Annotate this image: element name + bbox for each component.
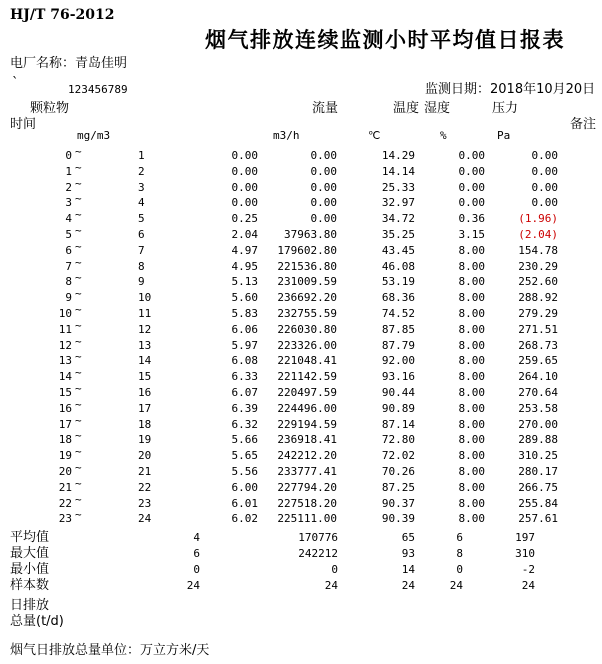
pressure-value: 0.00 — [531, 196, 558, 210]
temperature-value: 92.00 — [381, 354, 415, 368]
summary-temperature: 93 — [401, 547, 415, 560]
hour-start: 23 — [58, 512, 72, 526]
flow-value: 179602.80 — [277, 243, 337, 257]
flow-value: 233777.41 — [277, 464, 337, 478]
flow-value: 227794.20 — [277, 480, 337, 494]
monitor-date-line — [425, 78, 595, 97]
hour-start: 13 — [58, 354, 72, 368]
hour-start: 8 — [65, 275, 72, 289]
hour-end: 18 — [138, 417, 152, 431]
pm-value: 6.07 — [231, 385, 258, 399]
flow-value: 0.00 — [310, 180, 337, 194]
temperature-value: 72.02 — [381, 449, 415, 463]
humidity-value: 8.00 — [458, 417, 485, 431]
table-row — [0, 271, 602, 290]
pm-value: 6.32 — [231, 417, 258, 431]
flow-value: 229194.59 — [277, 417, 337, 431]
standard-code: HJ/T 76-2012 — [10, 7, 115, 23]
summary-row — [0, 578, 602, 594]
summary-row — [0, 562, 602, 578]
summary-pressure: -2 — [521, 563, 535, 576]
flow-value: 236918.41 — [277, 433, 337, 447]
summary-row — [0, 546, 602, 562]
pressure-value: 289.88 — [518, 433, 558, 447]
pressure-value: 0.00 — [531, 149, 558, 162]
table-row — [0, 318, 602, 338]
temperature-value: 87.25 — [381, 480, 415, 494]
column-header-remark: 备注 — [570, 117, 597, 132]
pm-value: 0.00 — [231, 149, 258, 162]
hour-end: 16 — [138, 385, 152, 399]
summary-flow: 170776 — [298, 531, 338, 544]
table-row — [0, 160, 602, 180]
summary-humidity: 8 — [456, 547, 463, 560]
summary-humidity: 24 — [449, 579, 463, 592]
tilde-glyph: ~ — [75, 381, 82, 395]
hour-start: 14 — [58, 370, 72, 384]
pm-value: 0.00 — [231, 196, 258, 210]
flow-value: 231009.59 — [277, 275, 337, 289]
column-header-time: 时间 — [10, 117, 37, 132]
humidity-value: 8.00 — [458, 512, 485, 526]
monitor-date-value: 2018年10月20日 — [490, 82, 596, 97]
pm-value: 6.02 — [231, 512, 258, 526]
summary-flow: 24 — [324, 579, 338, 592]
temperature-value: 90.39 — [381, 512, 415, 526]
temperature-value: 32.97 — [381, 196, 415, 210]
pm-value: 4.95 — [231, 259, 258, 273]
tilde-glyph: ~ — [75, 239, 82, 253]
hour-end: 5 — [138, 212, 145, 226]
unit-pm: mg/m3 — [77, 129, 111, 142]
humidity-value: 8.00 — [458, 291, 485, 305]
table-row — [0, 223, 602, 243]
hour-end: 10 — [138, 291, 152, 305]
table-row — [0, 460, 602, 480]
plant-name-line — [10, 52, 127, 71]
summary-humidity: 0 — [456, 563, 463, 576]
pressure-value: 257.61 — [518, 512, 558, 526]
hour-end: 21 — [138, 464, 152, 478]
unit-pressure: Pa — [497, 129, 511, 142]
pressure-value: 310.25 — [518, 449, 558, 463]
monitor-date-label: 监测日期： — [425, 82, 491, 97]
table-row — [0, 476, 602, 496]
pm-value: 2.04 — [231, 227, 258, 241]
temperature-value: 35.25 — [381, 227, 415, 241]
summary-label: 最小值 — [10, 562, 50, 577]
flow-value: 236692.20 — [277, 291, 337, 305]
pressure-value: 253.58 — [518, 401, 558, 415]
table-row — [0, 445, 602, 464]
temperature-value: 25.33 — [381, 180, 415, 194]
humidity-value: 8.00 — [458, 464, 485, 478]
flow-value: 223326.00 — [277, 338, 337, 352]
humidity-value: 8.00 — [458, 496, 485, 510]
hour-end: 15 — [138, 370, 152, 384]
summary-pm: 0 — [193, 563, 200, 576]
pm-value: 5.83 — [231, 306, 258, 320]
table-row — [0, 429, 602, 448]
pressure-value: 268.73 — [518, 338, 558, 352]
pm-value: 6.06 — [231, 322, 258, 336]
temperature-value: 72.80 — [381, 433, 415, 447]
flow-value: 37963.80 — [284, 227, 337, 241]
temperature-value: 70.26 — [381, 464, 415, 478]
summary-label: 平均值 — [10, 530, 50, 545]
hour-start: 3 — [65, 196, 72, 210]
tilde-glyph: ~ — [75, 366, 82, 380]
hour-end: 7 — [138, 243, 145, 257]
column-header-humidity: 湿度 — [424, 101, 451, 116]
summary-row — [0, 530, 602, 546]
table-row — [0, 192, 602, 211]
pressure-value: (1.96) — [518, 212, 558, 226]
tilde-glyph: ~ — [75, 429, 82, 443]
flow-value: 227518.20 — [277, 496, 337, 510]
table-row — [0, 239, 602, 259]
pressure-value: 266.75 — [518, 480, 558, 494]
hour-end: 6 — [138, 227, 145, 241]
temperature-value: 93.16 — [381, 370, 415, 384]
unit-flow: m3/h — [273, 129, 300, 142]
summary-humidity: 6 — [456, 531, 463, 544]
hour-end: 12 — [138, 322, 152, 336]
tilde-glyph: ~ — [75, 145, 82, 158]
pm-value: 5.97 — [231, 338, 258, 352]
summary-label: 样本数 — [10, 578, 50, 593]
tilde-glyph: ~ — [75, 192, 82, 206]
temperature-value: 87.14 — [381, 417, 415, 431]
hour-start: 7 — [65, 259, 72, 273]
flow-value: 242212.20 — [277, 449, 337, 463]
flow-value: 221536.80 — [277, 259, 337, 273]
temperature-value: 46.08 — [381, 259, 415, 273]
pm-value: 6.08 — [231, 354, 258, 368]
humidity-value: 8.00 — [458, 275, 485, 289]
hour-start: 22 — [58, 496, 72, 510]
summary-label: 最大值 — [10, 546, 50, 561]
flow-value: 0.00 — [310, 164, 337, 178]
hour-start: 6 — [65, 243, 72, 257]
summary-pressure: 310 — [515, 547, 535, 560]
pm-value: 4.97 — [231, 243, 258, 257]
tilde-glyph: ~ — [75, 302, 82, 316]
humidity-value: 0.00 — [458, 164, 485, 178]
flow-value: 225111.00 — [277, 512, 337, 526]
pm-value: 6.39 — [231, 401, 258, 415]
temperature-value: 43.45 — [381, 243, 415, 257]
tilde-glyph: ~ — [75, 160, 82, 174]
hour-end: 22 — [138, 480, 152, 494]
hour-start: 15 — [58, 385, 72, 399]
temperature-value: 90.44 — [381, 385, 415, 399]
hour-end: 11 — [138, 306, 152, 320]
summary-pressure: 24 — [521, 579, 535, 592]
pm-value: 5.66 — [231, 433, 258, 447]
pm-value: 0.25 — [231, 212, 258, 226]
hour-start: 9 — [65, 291, 72, 305]
summary-flow: 242212 — [298, 547, 338, 560]
pm-value: 0.00 — [231, 180, 258, 194]
humidity-value: 8.00 — [458, 370, 485, 384]
humidity-value: 8.00 — [458, 259, 485, 273]
temperature-value: 14.14 — [381, 164, 415, 178]
hour-start: 0 — [65, 149, 72, 162]
report-title: 烟气排放连续监测小时平均值日报表 — [205, 28, 565, 52]
hour-start: 11 — [58, 322, 72, 336]
pm-value: 0.00 — [231, 164, 258, 178]
stack-id: 123456789 — [68, 83, 128, 96]
table-row — [0, 255, 602, 275]
humidity-value: 8.00 — [458, 401, 485, 415]
hour-start: 16 — [58, 401, 72, 415]
tick-mark: ` — [12, 76, 19, 91]
pressure-value: 0.00 — [531, 180, 558, 194]
temperature-value: 34.72 — [381, 212, 415, 226]
hour-start: 12 — [58, 338, 72, 352]
table-row — [0, 492, 602, 512]
humidity-value: 8.00 — [458, 322, 485, 336]
temperature-value: 90.37 — [381, 496, 415, 510]
hour-end: 24 — [138, 512, 152, 526]
pressure-value: 255.84 — [518, 496, 558, 510]
tilde-glyph: ~ — [75, 318, 82, 332]
table-row — [0, 287, 602, 306]
pm-value: 6.00 — [231, 480, 258, 494]
humidity-value: 8.00 — [458, 338, 485, 352]
tilde-glyph: ~ — [75, 460, 82, 474]
hour-end: 13 — [138, 338, 152, 352]
temperature-value: 87.85 — [381, 322, 415, 336]
hour-start: 18 — [58, 433, 72, 447]
flow-value: 0.00 — [310, 196, 337, 210]
table-row — [0, 366, 602, 385]
hour-end: 17 — [138, 401, 152, 415]
pressure-value: 154.78 — [518, 243, 558, 257]
pressure-value: 270.64 — [518, 385, 558, 399]
summary-pressure: 197 — [515, 531, 535, 544]
tilde-separator — [72, 508, 138, 527]
hour-start: 2 — [65, 180, 72, 194]
daily-emission-label: 日排放 — [10, 598, 50, 613]
humidity-value: 0.00 — [458, 149, 485, 162]
hour-start: 1 — [65, 164, 72, 178]
pressure-value: 264.10 — [518, 370, 558, 384]
hour-end: 9 — [138, 275, 145, 289]
pressure-value: 279.29 — [518, 306, 558, 320]
humidity-value: 8.00 — [458, 480, 485, 494]
tilde-glyph: ~ — [75, 350, 82, 364]
tilde-glyph: ~ — [75, 445, 82, 459]
pm-value: 5.65 — [231, 449, 258, 463]
pm-value: 6.33 — [231, 370, 258, 384]
hour-end: 1 — [138, 149, 145, 162]
temperature-value: 14.29 — [381, 149, 415, 162]
tilde-glyph: ~ — [75, 334, 82, 348]
humidity-value: 0.00 — [458, 196, 485, 210]
pm-value: 5.60 — [231, 291, 258, 305]
column-header-pressure: 压力 — [492, 101, 519, 116]
hour-end: 2 — [138, 164, 145, 178]
tilde-glyph: ~ — [75, 397, 82, 411]
hour-end: 20 — [138, 449, 152, 463]
temperature-value: 53.19 — [381, 275, 415, 289]
tilde-glyph: ~ — [75, 287, 82, 301]
table-row — [0, 350, 602, 369]
pressure-value: 270.00 — [518, 417, 558, 431]
table-row — [0, 413, 602, 433]
pressure-value: 252.60 — [518, 275, 558, 289]
flow-value: 220497.59 — [277, 385, 337, 399]
summary-pm: 24 — [186, 579, 200, 592]
table-row — [0, 176, 602, 196]
footer-note: 烟气日排放总量单位：万立方米/天 — [10, 643, 210, 658]
table-row — [0, 508, 602, 527]
summary-pm: 6 — [193, 547, 200, 560]
table-row — [0, 381, 602, 401]
flow-value: 0.00 — [310, 212, 337, 226]
data-rows — [0, 145, 602, 527]
table-row — [0, 397, 602, 417]
flow-value: 221048.41 — [277, 354, 337, 368]
summary-rows — [0, 530, 602, 594]
hour-start: 21 — [58, 480, 72, 494]
humidity-value: 3.15 — [458, 227, 485, 241]
unit-temperature: ℃ — [368, 129, 381, 142]
pressure-value: 230.29 — [518, 259, 558, 273]
tilde-glyph: ~ — [75, 271, 82, 285]
temperature-value: 90.89 — [381, 401, 415, 415]
table-row — [0, 208, 602, 227]
table-row — [0, 302, 602, 322]
humidity-value: 8.00 — [458, 449, 485, 463]
hour-start: 19 — [58, 449, 72, 463]
table-row — [0, 145, 602, 164]
summary-temperature: 24 — [401, 579, 415, 592]
plant-name-label: 电厂名称： — [10, 56, 76, 71]
pressure-value: (2.04) — [518, 227, 558, 241]
humidity-value: 8.00 — [458, 306, 485, 320]
flow-value: 224496.00 — [277, 401, 337, 415]
tilde-glyph: ~ — [75, 413, 82, 427]
summary-flow: 0 — [331, 563, 338, 576]
tilde-glyph: ~ — [75, 176, 82, 190]
column-header-flow: 流量 — [312, 101, 339, 116]
hour-start: 17 — [58, 417, 72, 431]
tilde-glyph: ~ — [75, 255, 82, 269]
hour-end: 14 — [138, 354, 152, 368]
pressure-value: 259.65 — [518, 354, 558, 368]
flow-value: 221142.59 — [277, 370, 337, 384]
summary-temperature: 65 — [401, 531, 415, 544]
humidity-value: 8.00 — [458, 243, 485, 257]
table-row — [0, 334, 602, 354]
tilde-glyph: ~ — [75, 492, 82, 506]
plant-name-value: 青岛佳明 — [75, 56, 128, 71]
humidity-value: 0.36 — [458, 212, 485, 226]
pm-value: 5.56 — [231, 464, 258, 478]
temperature-value: 87.79 — [381, 338, 415, 352]
daily-emission-total-label: 总量(t/d) — [10, 614, 64, 629]
humidity-value: 0.00 — [458, 180, 485, 194]
pressure-value: 280.17 — [518, 464, 558, 478]
summary-temperature: 14 — [401, 563, 415, 576]
tilde-glyph: ~ — [75, 208, 82, 222]
flow-value: 0.00 — [310, 149, 337, 162]
tilde-glyph: ~ — [75, 508, 82, 522]
column-header-pm: 颗粒物 — [30, 101, 70, 116]
unit-humidity: % — [440, 129, 447, 142]
hour-end: 3 — [138, 180, 145, 194]
tilde-glyph: ~ — [75, 223, 82, 237]
tilde-glyph: ~ — [75, 476, 82, 490]
temperature-value: 74.52 — [381, 306, 415, 320]
humidity-value: 8.00 — [458, 354, 485, 368]
humidity-value: 8.00 — [458, 385, 485, 399]
flow-value: 232755.59 — [277, 306, 337, 320]
flow-value: 226030.80 — [277, 322, 337, 336]
pm-value: 6.01 — [231, 496, 258, 510]
column-header-temperature: 温度 — [393, 101, 420, 116]
hour-start: 10 — [58, 306, 72, 320]
hour-end: 4 — [138, 196, 145, 210]
hour-start: 20 — [58, 464, 72, 478]
hour-start: 4 — [65, 212, 72, 226]
humidity-value: 8.00 — [458, 433, 485, 447]
summary-pm: 4 — [193, 531, 200, 544]
pressure-value: 0.00 — [531, 164, 558, 178]
pressure-value: 288.92 — [518, 291, 558, 305]
hour-start: 5 — [65, 227, 72, 241]
pressure-value: 271.51 — [518, 322, 558, 336]
temperature-value: 68.36 — [381, 291, 415, 305]
hour-end: 8 — [138, 259, 145, 273]
pm-value: 5.13 — [231, 275, 258, 289]
hour-end: 23 — [138, 496, 152, 510]
hour-end: 19 — [138, 433, 152, 447]
